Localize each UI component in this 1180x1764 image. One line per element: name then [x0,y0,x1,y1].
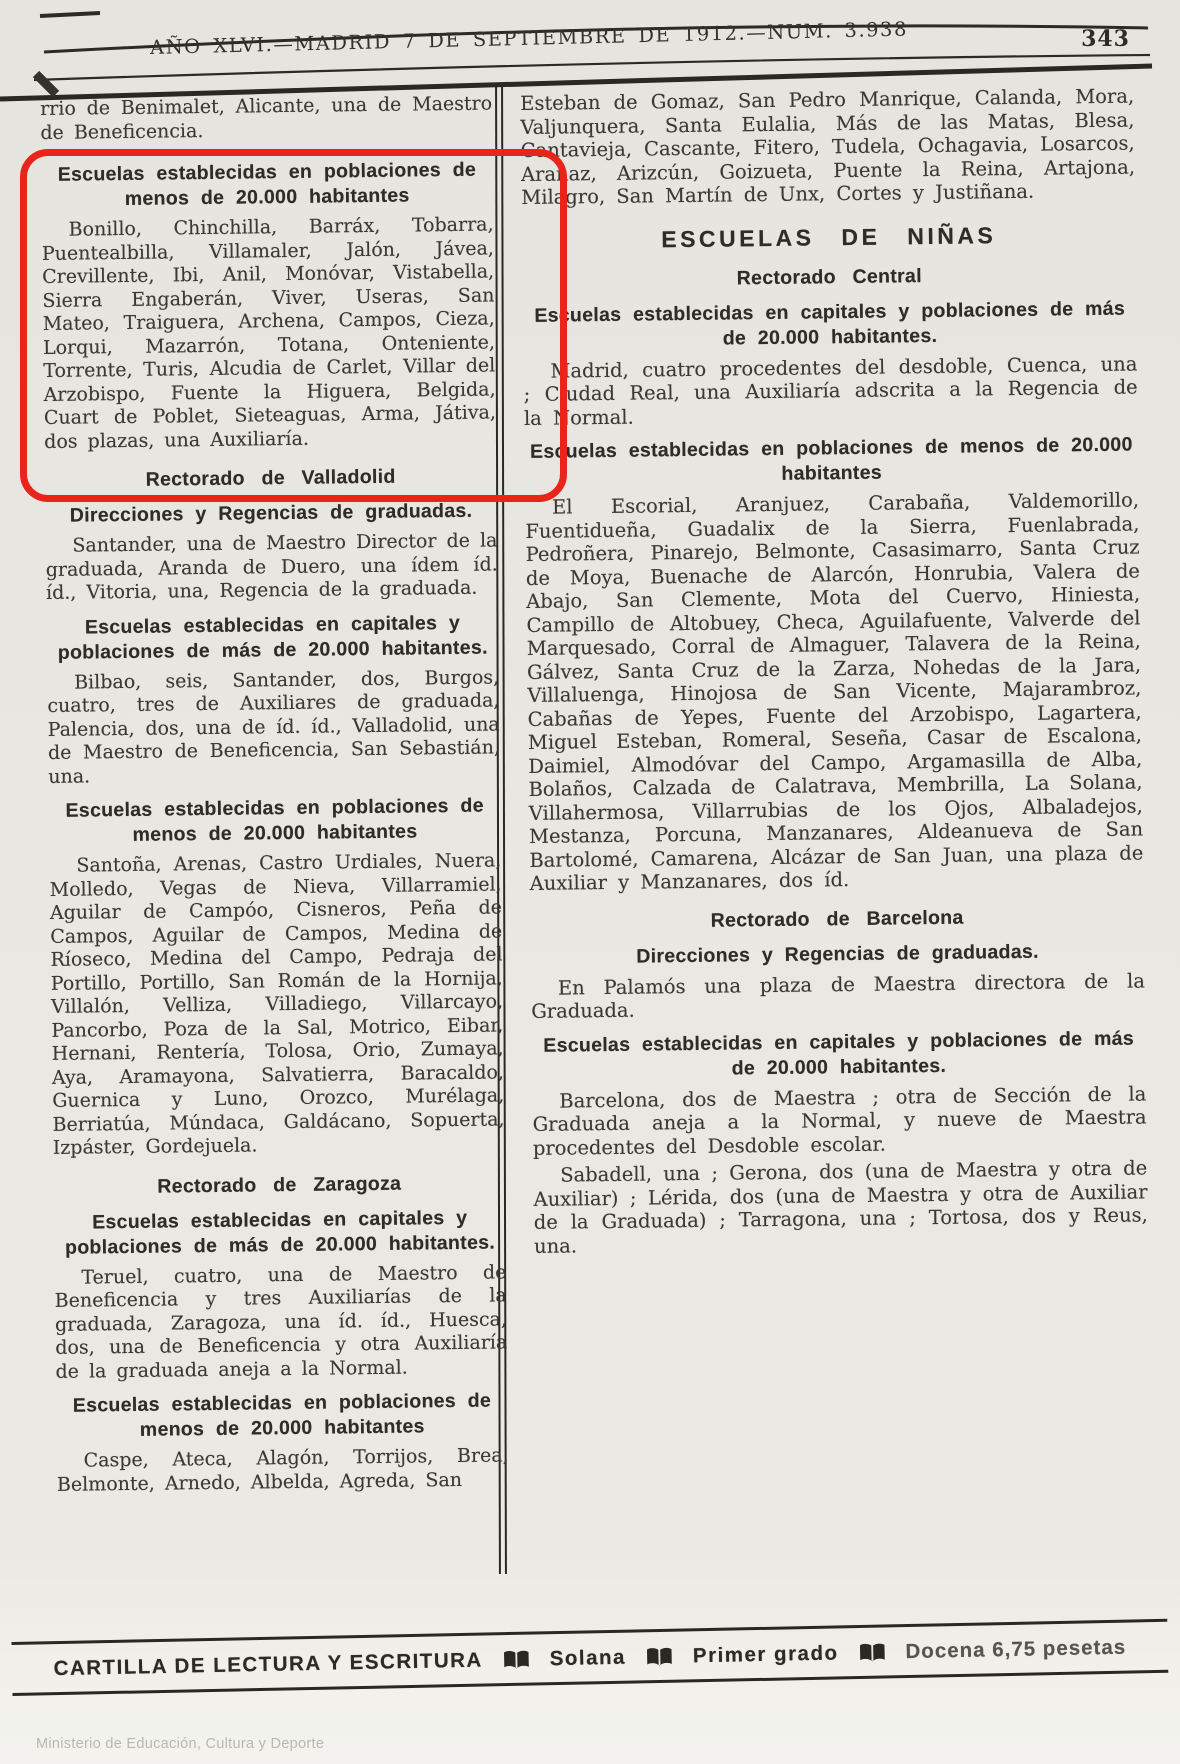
paragraph: En Palamós una plaza de Maestra directora de la Graduada. [531,968,1146,1023]
town-list-paragraph: Caspe, Ateca, Alagón, Torrijos, Brea, Belmonte, Arnedo, Albelda, Agreda, San [56,1444,509,1496]
ad-price: Docena 6,75 pesetas [905,1635,1127,1664]
masthead-title: AÑO XLVI.—MADRID 7 DE SEPTIEMBRE DE 1912.—NUM. 3.938 [149,17,909,59]
ad-title: CARTILLA DE LECTURA Y ESCRITURA [53,1648,483,1681]
section-heading: Escuelas establecidas en poblaciones de menos de 20.000 habitantes [529,433,1133,485]
rectorado-heading: Rectorado de Zaragoza [157,1172,402,1198]
section-heading: Escuelas establecidas en capitales y poblaciones de más de 20.000 habitantes. [64,1206,496,1259]
section-heading: Escuelas establecidas en poblaciones de menos de 20.000 habitantes [65,794,484,846]
town-list-paragraph: Bonillo, Chinchilla, Barráx, Tobarra, Puentealbilla, Villamaler, Jalón, Jávea, Crevillente, Ibi, Anil, Monóvar, Vistabella, Sierra Engaberán, Viver, Useras, San Mateo, Traiguera, Archena, Campos, Cieza, Lorqui, Mazarrón, Totana, Onteniente, Torrente, Turis, Alcudia de Carlet, Villar del Arzobispo, Fuente la Higuera, Belgida, Cuart de Poblet, Sieteaguas, Arma, Játiva, dos plazas, una Auxiliaría. [41,213,497,453]
section-heading: Escuelas establecidas en poblaciones de menos de 20.000 habitantes [72,1389,492,1441]
right-column [520,84,1148,1261]
annotation-highlight-box [20,149,567,502]
section-heading: Direcciones y Regencias de graduadas. [69,499,473,527]
paragraph: Bilbao, seis, Santander, dos, Burgos, cuatro, tres de Auxiliares de graduada, Palencia, dos, una de íd. íd., Valladolid, una de Maestro de Beneficencia, San Sebastián, una. [47,665,501,788]
town-list-paragraph: Santoña, Arenas, Castro Urdiales, Nuera, Molledo, Vegas de Nieva, Villarramiel, Aguilar de Campóo, Cisneros, Peña de Campos, Aguilar de Campos, Medina de Ríoseco, Medina del Campo, Pedraja del Portillo, Portillo, San Román de la Hornija, Villalón, Velliza, Villadiego, Villarcayo, Pancorbo, Poza de la Sal, Motrico, Eibar, Hernani, Rentería, Tolosa, Orio, Zumaya, Aya, Aramayona, Salvatierra, Baracaldo, Guernica y Luno, Orozco, Murélaga, Berriatúa, Múndaca, Galdácano, Sopuerta, Izpáster, Gordejuela. [49,849,505,1159]
section-heading: Escuelas establecidas en capitales y poblaciones de más de 20.000 habitantes. [57,611,488,664]
paragraph: Santander, una de Maestro Director de la graduada, Aranda de Duero, una ídem íd. íd., Vitoria, una, Regencia de la graduada. [45,529,498,604]
open-book-icon [503,1649,530,1671]
rectorado-heading: Rectorado de Barcelona [710,906,964,932]
paragraph: Madrid, cuatro procedentes del desdoble, Cuenca, una ; Ciudad Real, una Auxiliaría adscrita a la Regencia de la Normal. [523,351,1138,430]
footer-advertisement [11,1619,1168,1696]
town-list-paragraph: El Escorial, Aranjuez, Carabaña, Valdemorillo, Fuentidueña, Guadalix de la Sierra, Fuenlabrada, Pedroñera, Pinarejo, Belmonte, Casasimarro, Santa Cruz de Moya, Buenache de Alarcón, Honrubia, Valera de Abajo, San Clemente, Mota del Cuervo, Hiniesta, Campillo de Altobuey, Checa, Aguilafuente, Valverde del Marquesado, Corral de Almaguer, Talavera de la Reina, Gálvez, Santa Cruz de la Zarza, Nohedas de la Jara, Villaluenga, Hinojosa de San Vicente, Majarambroz, Cabañas de Yepes, Fuente del Arzobispo, Lagartera, Miguel Esteban, Romeral, Seseña, Casar de Escalona, Daimiel, Almodóvar del Campo, Argamasilla de Alba, Bolaños, Calzada de Calatrava, Membrilla, La Solana, Villahermosa, Villarrubias de los Ojos, Albaladejos, Mestanza, Porcuna, Manzanares, Aldeanueva de San Bartolomé, Camarena, Alcázar de San Juan, una plaza de Auxiliar y Manzanares, dos íd. [525,488,1144,895]
main-title: ESCUELAS DE NIÑAS [661,221,997,252]
rectorado-heading: Rectorado Central [736,264,922,289]
section-heading: Direcciones y Regencias de graduadas. [636,940,1039,968]
open-book-icon [646,1646,673,1668]
ad-grade: Primer grado [692,1641,839,1668]
archive-watermark: Ministerio de Educación, Cultura y Deporte [36,1736,325,1752]
paragraph: Teruel, cuatro, una de Maestro de Beneficencia y tres Auxiliarías de la graduada, Zaragoza, una íd. íd., Huesca, dos, una de Beneficencia y otra Auxiliaría de la graduada aneja a la Normal. [54,1260,508,1383]
ad-author: Solana [549,1645,627,1671]
section-heading: Escuelas establecidas en capitales y poblaciones de más de 20.000 habitantes. [534,297,1126,350]
paragraph: Barcelona, dos de Maestra ; otra de Sección de la Graduada aneja a la Normal, y nueve de Maestra procedentes del Desdoble escolar. [532,1081,1147,1160]
section-heading: Escuelas establecidas en poblaciones de menos de 20.000 habitantes [57,158,477,210]
paragraph: Sabadell, una ; Gerona, dos (una de Maestra y otra de Auxiliar) ; Lérida, dos (una de Maestra y otra de Auxiliar de la Graduada) ; Tarragona, una ; Tortosa, dos y Reus, una. [533,1156,1148,1258]
paragraph-continuation: rrio de Benimalet, Alicante, una de Maestro de Beneficencia. [40,92,493,144]
open-book-icon [858,1642,885,1664]
section-heading: Escuelas establecidas en capitales y poblaciones de más de 20.000 habitantes. [543,1027,1135,1079]
page-number: 343 [1081,26,1130,52]
rectorado-heading: Rectorado de Valladolid [145,465,396,491]
town-list-paragraph: Esteban de Gomaz, San Pedro Manrique, Calanda, Mora, Valjunquera, Santa Eulalia, Más de las Matas, Blesa, Cantavieja, Cascante, Fitero, Tudela, Ochagavia, Losarcos, Aranaz, Arizcún, Goizueta, Puente la Reina, Artajona, Milagro, San Martín de Unx, Cortes y Justiñana. [520,84,1136,209]
